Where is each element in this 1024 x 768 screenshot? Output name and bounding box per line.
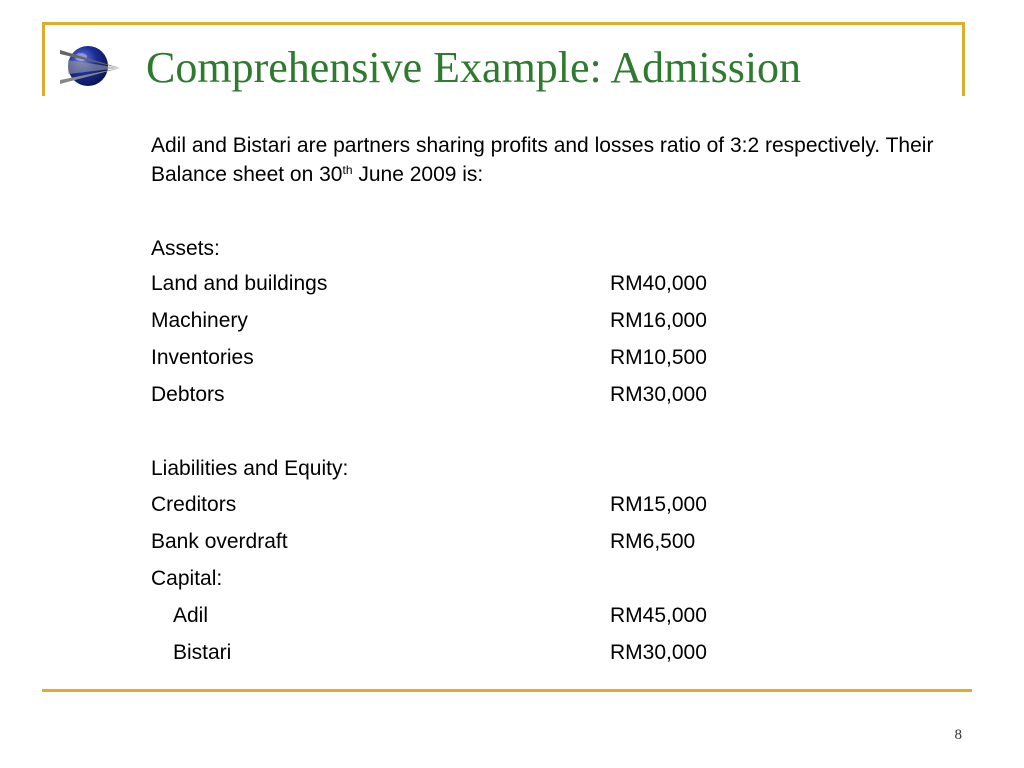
intro-text: Adil and Bistari are partners sharing profits and losses ratio of 3:2 respectively. Their Balance sheet on 30: [151, 134, 934, 186]
frame-bottom-line: [42, 689, 972, 692]
globe-arrow-icon: [58, 40, 122, 92]
intro-paragraph: [151, 131, 941, 189]
capital-amount: RM45,000: [610, 604, 707, 627]
asset-amount: RM10,500: [610, 346, 707, 369]
frame-top-line: [42, 22, 964, 25]
liability-amount: RM6,500: [610, 530, 696, 553]
asset-label: Land and buildings: [151, 272, 328, 295]
asset-label: Machinery: [151, 309, 248, 332]
liabilities-heading-label: Liabilities and Equity:: [151, 457, 349, 480]
intro-text-end: June 2009 is:: [352, 163, 484, 186]
capital-label: Bistari: [173, 641, 232, 664]
asset-label: Debtors: [151, 383, 225, 406]
frame-left-line: [42, 22, 45, 96]
page-title: Comprehensive Example: Admission: [146, 43, 802, 92]
asset-amount: RM30,000: [610, 383, 707, 406]
assets-heading-label: Assets:: [151, 237, 220, 260]
capital-label: Adil: [173, 604, 209, 627]
liability-amount: RM15,000: [610, 493, 707, 516]
asset-amount: RM40,000: [610, 272, 707, 295]
asset-amount: RM16,000: [610, 309, 707, 332]
liability-label: Bank overdraft: [151, 530, 288, 553]
capital-amount: RM30,000: [610, 641, 707, 664]
page-number: 8: [954, 727, 962, 743]
intro-superscript: th: [342, 163, 353, 177]
capital-heading-label: Capital:: [151, 567, 223, 590]
frame-right-line: [962, 22, 965, 96]
liability-label: Creditors: [151, 493, 237, 516]
asset-label: Inventories: [151, 346, 254, 369]
